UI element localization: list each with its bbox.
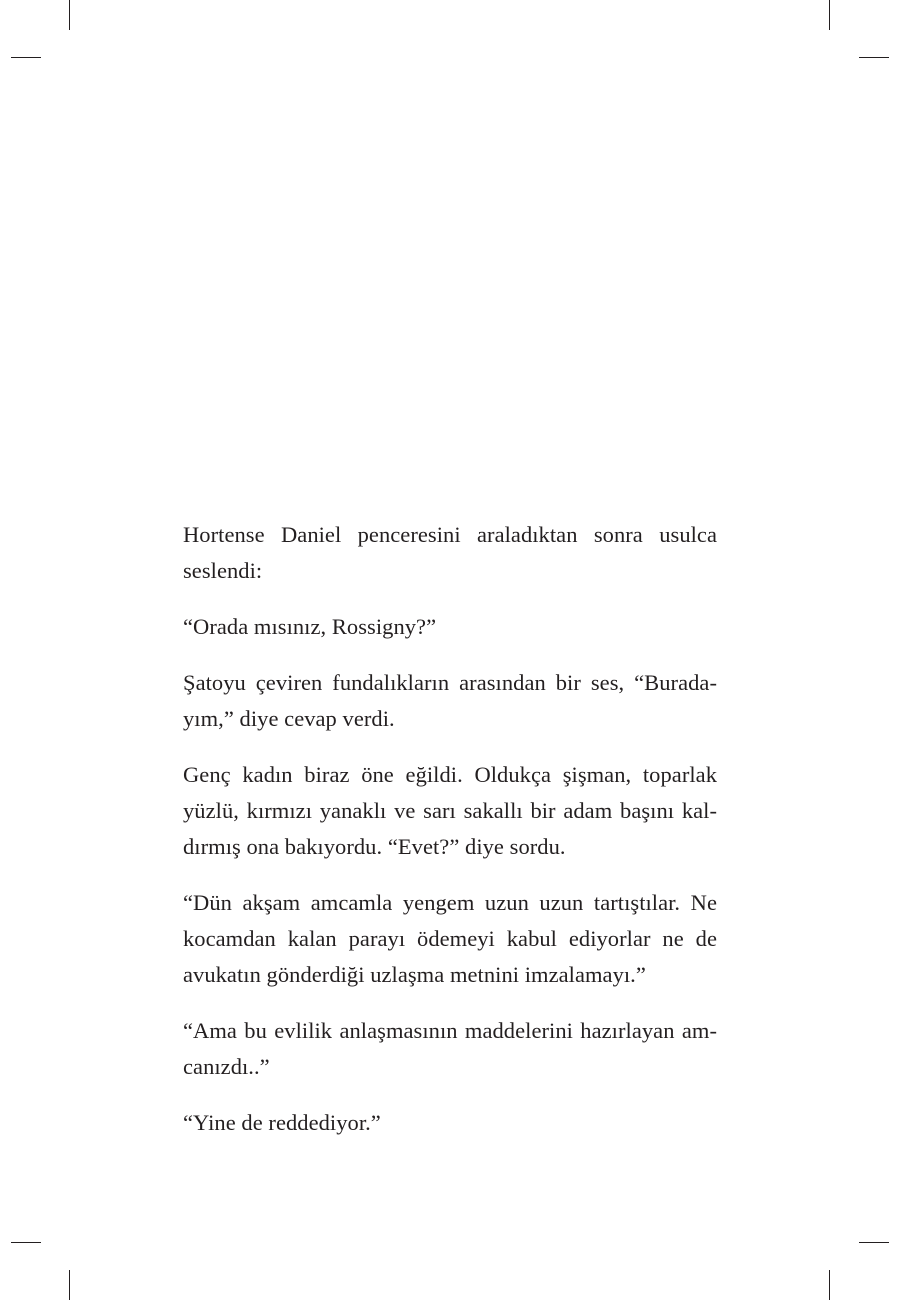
text-line: kocamdan kalan parayı ödemeyi kabul ediyorlar ne de xyxy=(183,926,717,951)
text-line: seslendi: xyxy=(183,558,263,583)
text-line: yüzlü, kırmızı yanaklı ve sarı sakallı bir adam başını kal- xyxy=(183,798,717,823)
text-line: “Yine de reddediyor.” xyxy=(183,1110,381,1135)
crop-mark-top-right-vertical xyxy=(829,0,830,30)
paragraph-6 xyxy=(183,1013,717,1085)
text-line: “Ama bu evlilik anlaşmasının maddelerini hazırlayan am- xyxy=(183,1018,717,1043)
crop-mark-bottom-left-vertical xyxy=(69,1270,70,1300)
text-line: canızdı..” xyxy=(183,1054,270,1079)
body-text xyxy=(183,517,717,1161)
text-line: yım,” diye cevap verdi. xyxy=(183,706,395,731)
text-line: Genç kadın biraz öne eğildi. Oldukça şişman, toparlak xyxy=(183,762,717,787)
text-line: dırmış ona bakıyordu. “Evet?” diye sordu. xyxy=(183,834,566,859)
crop-mark-top-left-horizontal xyxy=(11,57,41,58)
paragraph-2 xyxy=(183,609,717,645)
paragraph-4 xyxy=(183,757,717,865)
crop-mark-bottom-right-vertical xyxy=(829,1270,830,1300)
paragraph-7 xyxy=(183,1105,717,1141)
crop-mark-top-right-horizontal xyxy=(859,57,889,58)
paragraph-1 xyxy=(183,517,717,589)
text-line: avukatın gönderdiği uzlaşma metnini imzalamayı.” xyxy=(183,962,646,987)
crop-mark-bottom-right-horizontal xyxy=(859,1242,889,1243)
paragraph-3 xyxy=(183,665,717,737)
crop-mark-top-left-vertical xyxy=(69,0,70,30)
text-line: Şatoyu çeviren fundalıkların arasından bir ses, “Burada- xyxy=(183,670,717,695)
text-line: “Orada mısınız, Rossigny?” xyxy=(183,614,437,639)
text-line: “Dün akşam amcamla yengem uzun uzun tartıştılar. Ne xyxy=(183,890,717,915)
crop-mark-bottom-left-horizontal xyxy=(11,1242,41,1243)
paragraph-5 xyxy=(183,885,717,993)
text-line: Hortense Daniel penceresini araladıktan sonra usulca xyxy=(183,522,717,547)
